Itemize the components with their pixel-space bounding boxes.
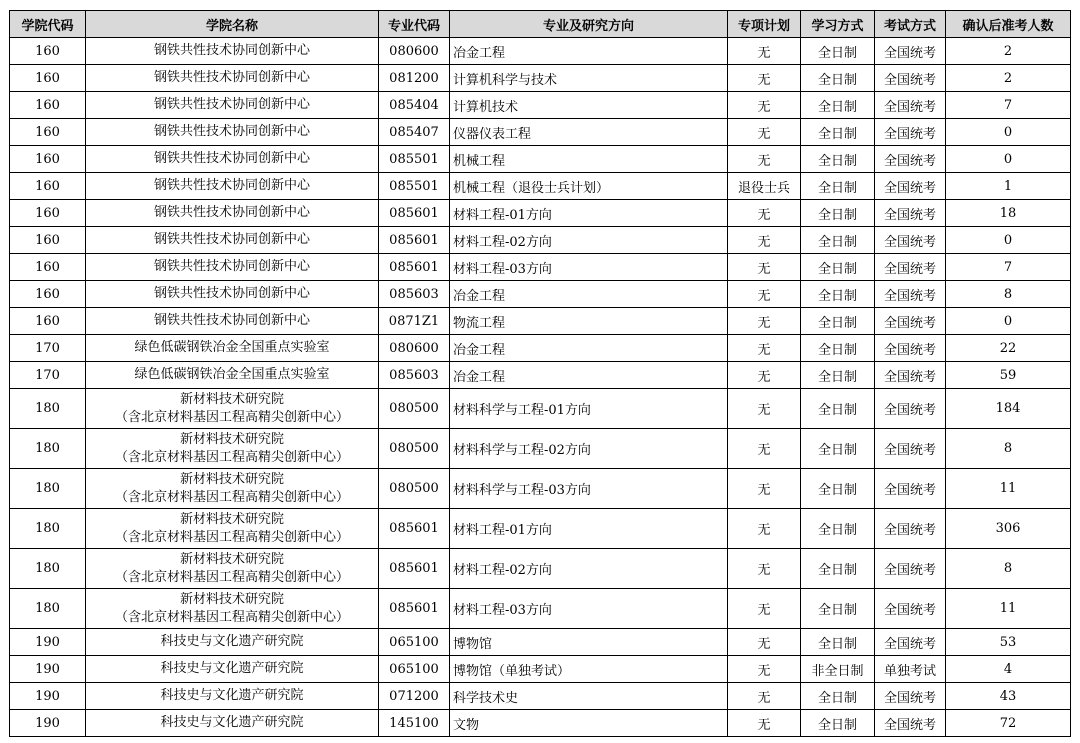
cell-exam-type: 全国统考: [875, 227, 946, 254]
college-name-line: 科技史与文化遗产研究院: [160, 634, 304, 649]
cell-college-name: [86, 656, 379, 683]
cell-admitted-count: 11: [946, 469, 1071, 509]
table-header: [10, 11, 1071, 38]
cell-exam-type: 全国统考: [875, 335, 946, 362]
cell-special-plan: 无: [728, 254, 801, 281]
admission-table: [9, 10, 1071, 737]
college-name-line: 科技史与文化遗产研究院: [160, 688, 304, 703]
cell-study-mode: 全日制: [801, 227, 875, 254]
cell-college-name: [86, 710, 379, 737]
cell-admitted-count: 2: [946, 38, 1071, 65]
cell-exam-type: 全国统考: [875, 119, 946, 146]
header-admitted-count: 确认后准考人数: [946, 11, 1071, 38]
table-row: [10, 38, 1071, 65]
cell-major: 材料工程-03方向: [450, 589, 728, 629]
cell-study-mode: 全日制: [801, 146, 875, 173]
cell-major: 材料工程-03方向: [450, 254, 728, 281]
college-name-line: 钢铁共性技术协同创新中心: [153, 178, 310, 193]
table-row: [10, 335, 1071, 362]
cell-special-plan: 无: [728, 589, 801, 629]
cell-college-code: 190: [10, 683, 86, 710]
cell-college-code: 160: [10, 146, 86, 173]
cell-exam-type: 全国统考: [875, 509, 946, 549]
table-row: [10, 146, 1071, 173]
cell-exam-type: 全国统考: [875, 92, 946, 119]
cell-special-plan: 无: [728, 146, 801, 173]
cell-admitted-count: 184: [946, 389, 1071, 429]
cell-admitted-count: 59: [946, 362, 1071, 389]
cell-major-code: 081200: [379, 65, 450, 92]
cell-exam-type: 全国统考: [875, 146, 946, 173]
cell-major-code: 065100: [379, 629, 450, 656]
college-name-line: 新材料技术研究院: [179, 591, 284, 607]
cell-college-name: [86, 549, 379, 589]
cell-college-code: 160: [10, 65, 86, 92]
cell-special-plan: 无: [728, 429, 801, 469]
cell-college-name: [86, 65, 379, 92]
table-row: [10, 200, 1071, 227]
college-name-line: （含北京材料基因工程高精尖创新中心）: [114, 569, 349, 585]
cell-exam-type: 全国统考: [875, 200, 946, 227]
cell-major: 材料科学与工程-03方向: [450, 469, 728, 509]
cell-admitted-count: 8: [946, 549, 1071, 589]
cell-special-plan: 无: [728, 281, 801, 308]
cell-admitted-count: 11: [946, 589, 1071, 629]
college-name-line: 钢铁共性技术协同创新中心: [153, 43, 310, 58]
college-name-line: （含北京材料基因工程高精尖创新中心）: [114, 609, 349, 625]
cell-college-code: 180: [10, 429, 86, 469]
cell-admitted-count: 0: [946, 227, 1071, 254]
cell-college-name: [86, 683, 379, 710]
cell-college-code: 180: [10, 509, 86, 549]
cell-college-name: [86, 308, 379, 335]
cell-exam-type: 全国统考: [875, 589, 946, 629]
cell-admitted-count: 7: [946, 254, 1071, 281]
cell-study-mode: 全日制: [801, 389, 875, 429]
cell-college-code: 180: [10, 589, 86, 629]
college-name-line: 科技史与文化遗产研究院: [160, 661, 304, 676]
cell-exam-type: 全国统考: [875, 362, 946, 389]
cell-college-code: 160: [10, 254, 86, 281]
cell-college-code: 180: [10, 389, 86, 429]
cell-college-code: 180: [10, 549, 86, 589]
college-name-line: 绿色低碳钢铁冶金全国重点实验室: [134, 367, 330, 382]
cell-admitted-count: 2: [946, 65, 1071, 92]
table-row: [10, 429, 1071, 469]
cell-major-code: 085601: [379, 549, 450, 589]
cell-major-code: 085601: [379, 589, 450, 629]
college-name-line: 新材料技术研究院: [179, 471, 284, 487]
cell-major-code: 145100: [379, 710, 450, 737]
cell-major-code: 071200: [379, 683, 450, 710]
cell-major: 材料科学与工程-02方向: [450, 429, 728, 469]
college-name-line: 钢铁共性技术协同创新中心: [153, 124, 310, 139]
cell-college-code: 190: [10, 656, 86, 683]
cell-college-name: [86, 589, 379, 629]
college-name-line: （含北京材料基因工程高精尖创新中心）: [114, 449, 349, 465]
cell-college-name: [86, 281, 379, 308]
table-row: [10, 92, 1071, 119]
cell-admitted-count: 18: [946, 200, 1071, 227]
cell-major: 材料工程-01方向: [450, 509, 728, 549]
college-name-line: 钢铁共性技术协同创新中心: [153, 286, 310, 301]
cell-special-plan: 无: [728, 629, 801, 656]
cell-exam-type: 全国统考: [875, 65, 946, 92]
cell-major: 冶金工程: [450, 362, 728, 389]
college-name-line: 绿色低碳钢铁冶金全国重点实验室: [134, 340, 330, 355]
cell-study-mode: 全日制: [801, 629, 875, 656]
cell-study-mode: 全日制: [801, 335, 875, 362]
cell-special-plan: 无: [728, 656, 801, 683]
cell-special-plan: 无: [728, 469, 801, 509]
cell-study-mode: 全日制: [801, 429, 875, 469]
cell-college-name: [86, 173, 379, 200]
cell-college-name: [86, 92, 379, 119]
cell-major-code: 085404: [379, 92, 450, 119]
cell-major: 计算机技术: [450, 92, 728, 119]
cell-special-plan: 无: [728, 200, 801, 227]
cell-study-mode: 全日制: [801, 200, 875, 227]
cell-college-name: [86, 254, 379, 281]
cell-study-mode: 全日制: [801, 683, 875, 710]
cell-major-code: 085601: [379, 509, 450, 549]
table-row: [10, 656, 1071, 683]
header-exam-type: 考试方式: [875, 11, 946, 38]
cell-major: 科学技术史: [450, 683, 728, 710]
cell-major: 冶金工程: [450, 281, 728, 308]
table-row: [10, 589, 1071, 629]
cell-study-mode: 全日制: [801, 589, 875, 629]
header-major-code: 专业代码: [379, 11, 450, 38]
cell-major: 仪器仪表工程: [450, 119, 728, 146]
cell-admitted-count: 22: [946, 335, 1071, 362]
college-name-line: 钢铁共性技术协同创新中心: [153, 97, 310, 112]
cell-study-mode: 全日制: [801, 469, 875, 509]
cell-major-code: 085603: [379, 281, 450, 308]
cell-exam-type: 全国统考: [875, 710, 946, 737]
cell-study-mode: 全日制: [801, 38, 875, 65]
cell-major-code: 065100: [379, 656, 450, 683]
cell-exam-type: 全国统考: [875, 469, 946, 509]
cell-major: 博物馆: [450, 629, 728, 656]
cell-study-mode: 非全日制: [801, 656, 875, 683]
cell-college-name: [86, 509, 379, 549]
cell-major: 物流工程: [450, 308, 728, 335]
table-body: [10, 38, 1071, 737]
cell-exam-type: 全国统考: [875, 683, 946, 710]
cell-major-code: 0871Z1: [379, 308, 450, 335]
cell-major-code: 085601: [379, 200, 450, 227]
cell-college-code: 160: [10, 173, 86, 200]
cell-major-code: 080500: [379, 469, 450, 509]
cell-admitted-count: 0: [946, 308, 1071, 335]
table-row: [10, 710, 1071, 737]
cell-special-plan: 无: [728, 119, 801, 146]
table-row: [10, 509, 1071, 549]
cell-admitted-count: 53: [946, 629, 1071, 656]
cell-major: 冶金工程: [450, 335, 728, 362]
college-name-line: 新材料技术研究院: [179, 511, 284, 527]
cell-major-code: 085601: [379, 227, 450, 254]
cell-special-plan: 无: [728, 335, 801, 362]
cell-major-code: 085501: [379, 173, 450, 200]
header-college-code: 学院代码: [10, 11, 86, 38]
cell-special-plan: 无: [728, 92, 801, 119]
cell-admitted-count: 7: [946, 92, 1071, 119]
cell-major-code: 085501: [379, 146, 450, 173]
cell-study-mode: 全日制: [801, 119, 875, 146]
cell-major: 机械工程: [450, 146, 728, 173]
table-row: [10, 173, 1071, 200]
college-name-line: 新材料技术研究院: [179, 391, 284, 407]
cell-college-code: 180: [10, 469, 86, 509]
cell-study-mode: 全日制: [801, 281, 875, 308]
cell-major: 冶金工程: [450, 38, 728, 65]
cell-special-plan: 无: [728, 227, 801, 254]
table-row: [10, 389, 1071, 429]
cell-exam-type: 全国统考: [875, 629, 946, 656]
cell-special-plan: 无: [728, 38, 801, 65]
cell-major-code: 080500: [379, 429, 450, 469]
cell-major: 机械工程（退役士兵计划）: [450, 173, 728, 200]
header-college-name: 学院名称: [86, 11, 379, 38]
cell-admitted-count: 0: [946, 146, 1071, 173]
cell-college-name: [86, 38, 379, 65]
cell-college-name: [86, 200, 379, 227]
cell-study-mode: 全日制: [801, 308, 875, 335]
cell-major-code: 085407: [379, 119, 450, 146]
college-name-line: 新材料技术研究院: [179, 431, 284, 447]
cell-special-plan: 退役士兵: [728, 173, 801, 200]
cell-special-plan: 无: [728, 549, 801, 589]
cell-exam-type: 全国统考: [875, 429, 946, 469]
cell-exam-type: 全国统考: [875, 308, 946, 335]
header-special-plan: 专项计划: [728, 11, 801, 38]
cell-major: 材料工程-01方向: [450, 200, 728, 227]
cell-major: 博物馆（单独考试）: [450, 656, 728, 683]
cell-major-code: 085601: [379, 254, 450, 281]
cell-exam-type: 全国统考: [875, 281, 946, 308]
cell-major-code: 080500: [379, 389, 450, 429]
cell-admitted-count: 4: [946, 656, 1071, 683]
college-name-line: 钢铁共性技术协同创新中心: [153, 70, 310, 85]
cell-major: 文物: [450, 710, 728, 737]
cell-admitted-count: 8: [946, 281, 1071, 308]
cell-special-plan: 无: [728, 710, 801, 737]
cell-college-code: 160: [10, 308, 86, 335]
cell-major: 计算机科学与技术: [450, 65, 728, 92]
table-row: [10, 119, 1071, 146]
cell-college-name: [86, 629, 379, 656]
college-name-line: 钢铁共性技术协同创新中心: [153, 205, 310, 220]
header-row: [10, 11, 1071, 38]
cell-special-plan: 无: [728, 308, 801, 335]
cell-college-code: 160: [10, 200, 86, 227]
college-name-line: （含北京材料基因工程高精尖创新中心）: [114, 489, 349, 505]
cell-study-mode: 全日制: [801, 92, 875, 119]
cell-exam-type: 单独考试: [875, 656, 946, 683]
cell-study-mode: 全日制: [801, 254, 875, 281]
cell-admitted-count: 1: [946, 173, 1071, 200]
college-name-line: 钢铁共性技术协同创新中心: [153, 259, 310, 274]
cell-study-mode: 全日制: [801, 710, 875, 737]
cell-special-plan: 无: [728, 683, 801, 710]
cell-study-mode: 全日制: [801, 65, 875, 92]
cell-admitted-count: 72: [946, 710, 1071, 737]
table-row: [10, 65, 1071, 92]
table-row: [10, 281, 1071, 308]
cell-major: 材料工程-02方向: [450, 227, 728, 254]
cell-admitted-count: 8: [946, 429, 1071, 469]
cell-college-name: [86, 469, 379, 509]
cell-college-name: [86, 362, 379, 389]
cell-exam-type: 全国统考: [875, 389, 946, 429]
cell-special-plan: 无: [728, 509, 801, 549]
cell-college-code: 160: [10, 227, 86, 254]
cell-admitted-count: 0: [946, 119, 1071, 146]
cell-college-name: [86, 146, 379, 173]
header-major: 专业及研究方向: [450, 11, 728, 38]
cell-college-name: [86, 119, 379, 146]
table-row: [10, 254, 1071, 281]
cell-college-code: 190: [10, 710, 86, 737]
cell-major-code: 080600: [379, 335, 450, 362]
cell-college-name: [86, 335, 379, 362]
cell-special-plan: 无: [728, 362, 801, 389]
college-name-line: （含北京材料基因工程高精尖创新中心）: [114, 409, 349, 425]
cell-admitted-count: 43: [946, 683, 1071, 710]
cell-college-code: 160: [10, 92, 86, 119]
cell-study-mode: 全日制: [801, 549, 875, 589]
cell-college-name: [86, 429, 379, 469]
cell-college-code: 170: [10, 362, 86, 389]
cell-study-mode: 全日制: [801, 509, 875, 549]
college-name-line: 钢铁共性技术协同创新中心: [153, 151, 310, 166]
cell-major-code: 080600: [379, 38, 450, 65]
cell-study-mode: 全日制: [801, 173, 875, 200]
cell-exam-type: 全国统考: [875, 38, 946, 65]
cell-special-plan: 无: [728, 65, 801, 92]
cell-college-code: 160: [10, 281, 86, 308]
cell-admitted-count: 306: [946, 509, 1071, 549]
cell-college-code: 160: [10, 119, 86, 146]
college-name-line: 钢铁共性技术协同创新中心: [153, 313, 310, 328]
table-row: [10, 549, 1071, 589]
cell-college-code: 190: [10, 629, 86, 656]
table-row: [10, 227, 1071, 254]
cell-major: 材料科学与工程-01方向: [450, 389, 728, 429]
cell-major: 材料工程-02方向: [450, 549, 728, 589]
cell-major-code: 085603: [379, 362, 450, 389]
table-row: [10, 683, 1071, 710]
cell-college-name: [86, 389, 379, 429]
table-row: [10, 629, 1071, 656]
cell-exam-type: 全国统考: [875, 173, 946, 200]
college-name-line: 新材料技术研究院: [179, 551, 284, 567]
cell-college-name: [86, 227, 379, 254]
table-row: [10, 362, 1071, 389]
cell-special-plan: 无: [728, 389, 801, 429]
cell-college-code: 160: [10, 38, 86, 65]
table-row: [10, 469, 1071, 509]
cell-exam-type: 全国统考: [875, 549, 946, 589]
table-row: [10, 308, 1071, 335]
header-study-mode: 学习方式: [801, 11, 875, 38]
cell-study-mode: 全日制: [801, 362, 875, 389]
college-name-line: 科技史与文化遗产研究院: [160, 715, 304, 730]
college-name-line: 钢铁共性技术协同创新中心: [153, 232, 310, 247]
cell-college-code: 170: [10, 335, 86, 362]
cell-exam-type: 全国统考: [875, 254, 946, 281]
college-name-line: （含北京材料基因工程高精尖创新中心）: [114, 529, 349, 545]
